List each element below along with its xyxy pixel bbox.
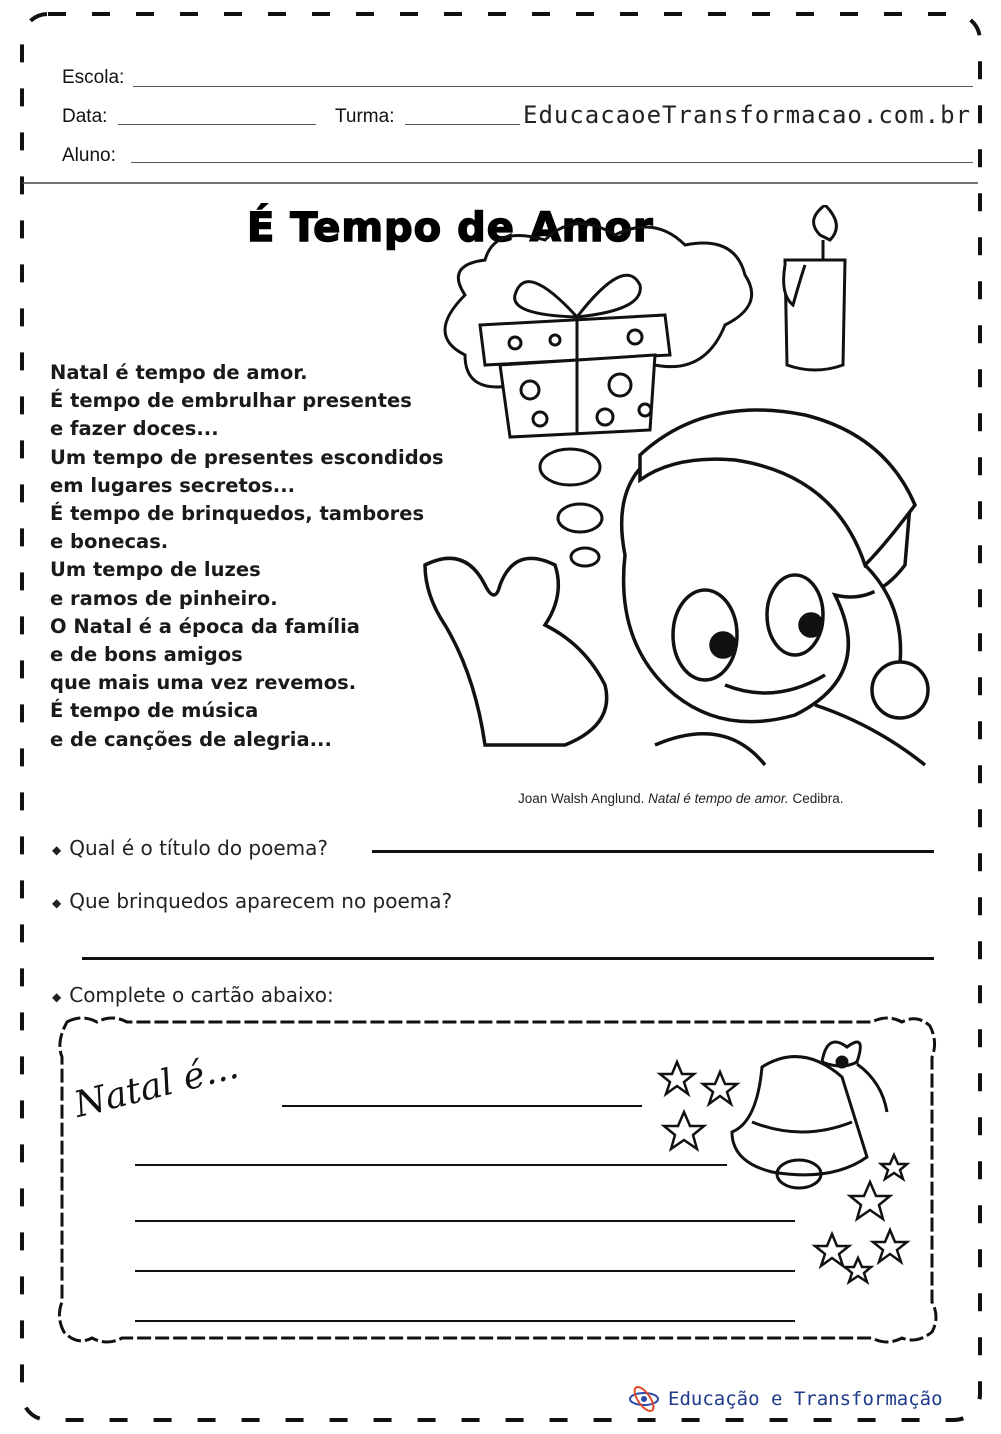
poem-line: Um tempo de luzes [50,558,261,582]
poem-line: Um tempo de presentes escondidos [50,445,444,469]
answer-1-line[interactable] [372,850,934,853]
star-icon [873,1230,907,1262]
star-icon [664,1112,704,1149]
thought-dot-3 [571,548,599,566]
poem-line: Natal é tempo de amor. [50,361,308,384]
poem-line: e ramos de pinheiro. [50,586,278,610]
site-watermark: EducacaoeTransformacao.com.br [520,101,974,129]
question-2 [52,889,452,913]
poem-line: e fazer doces... [50,417,219,441]
star-icon [815,1234,849,1266]
poem-credit [518,791,843,806]
poem-line: É tempo de brinquedos, tambores [50,502,425,526]
illustration [405,205,945,775]
star-icon [850,1182,890,1219]
thought-dot-1 [540,449,600,485]
question-3-text: Complete o cartão abaixo: [69,983,334,1007]
class-label: Turma: [335,106,395,127]
footer-brand-text: Educação e Transformação [668,1388,943,1410]
question-2-text: Que brinquedos aparecem no poema? [69,889,453,913]
poem-line: É tempo de música [50,699,259,723]
diamond-bullet-icon: ◆ [52,842,62,857]
star-icon [845,1258,871,1282]
card-line-2[interactable] [135,1164,727,1166]
gift-icon [480,275,670,437]
bell-icon [732,1042,887,1188]
poem-line: que mais uma vez revemos. [50,671,357,695]
date-field[interactable] [118,124,316,125]
star-icon [660,1062,694,1094]
poem-line: O Natal é a época da família [50,614,360,638]
diamond-bullet-icon: ◆ [52,895,62,910]
star-icon [881,1155,907,1179]
boy-character [425,410,928,765]
card-line-1[interactable] [282,1105,642,1107]
answer-2-line[interactable] [82,957,934,960]
student-label: Aluno: [62,145,116,166]
card-line-4[interactable] [135,1270,795,1272]
date-label: Data: [62,106,108,127]
credit-publisher: Cedibra. [792,791,844,806]
card-line-5[interactable] [135,1320,795,1322]
question-1 [52,836,328,860]
poem-body [50,359,444,754]
poem-line: e bonecas. [50,530,169,554]
poem-line: e de bons amigos [50,643,243,667]
question-1-text: Qual é o título do poema? [69,836,329,860]
poem-line: e de canções de alegria... [50,727,332,751]
candle-icon [784,205,845,370]
poem-line: É tempo de embrulhar presentes [50,389,412,413]
credit-title: Natal é tempo de amor. [648,791,789,806]
credit-author: Joan Walsh Anglund. [518,791,645,806]
card-line-3[interactable] [135,1220,795,1222]
star-icon [703,1072,737,1104]
school-label: Escola: [62,67,125,88]
poem-line: em lugares secretos... [50,473,296,497]
school-field[interactable] [133,86,973,87]
question-3 [52,983,334,1007]
atom-logo-icon [628,1385,660,1413]
star-icons [660,1062,907,1282]
student-field[interactable] [131,162,973,163]
diamond-bullet-icon: ◆ [52,989,62,1004]
thought-dot-2 [558,504,602,532]
footer-brand [628,1385,943,1413]
poem-title: É Tempo de Amor [247,205,654,251]
card-title: Natal é... [70,1045,243,1126]
